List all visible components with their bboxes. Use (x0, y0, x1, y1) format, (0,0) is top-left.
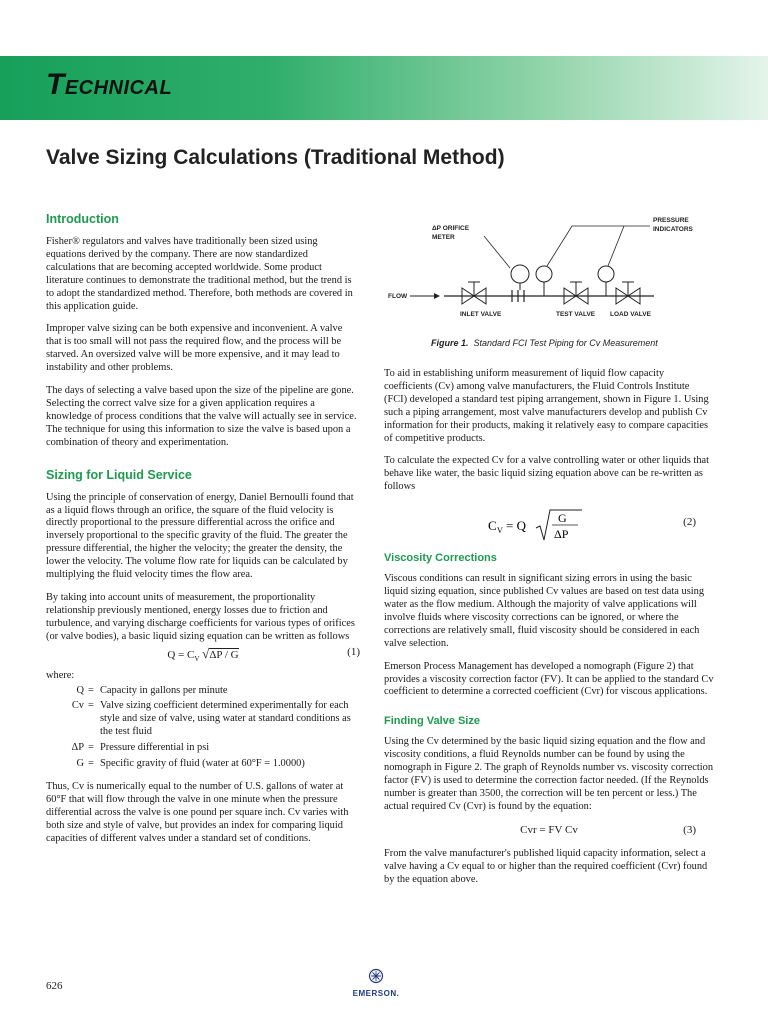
figure-1-caption: Figure 1. Standard FCI Test Piping for Cv Measurement (431, 338, 658, 348)
svg-text:C: C (488, 518, 497, 534)
liquid-paragraph-2: By taking into account units of measurement, the proportionality relationship previously mentioned, energy losses due to friction and turbulence, and varying discharge coefficients for various types of orifices (or valve bodies), a basic liquid sizing equation can be written as follows (46, 591, 355, 642)
orifice-gauge-icon (511, 265, 529, 283)
banner-title: TECHNICAL (46, 68, 173, 101)
fci-piping-diagram (384, 208, 714, 333)
intro-paragraph-1: Fisher® regulators and valves have traditionally been sized using equations derived by the company. There are now standardized calculations that are becoming accepted worldwide. Some product literature continues to demonstrate the traditional method, but the trend is to adopt the standardized method. Therefore, both methods are covered in this application guide. (46, 236, 353, 312)
finding-paragraph-2: From the valve manufacturer's published liquid capacity information, select a valve having a Cv equal to or higher than the required coefficient (Cvr) found by the equation above. (384, 847, 708, 885)
right-paragraph-1: To aid in establishing uniform measurement of liquid flow capacity coefficients (Cv) among valve manufacturers, the Fluid Controls Institute (FCI) developed a standard test piping arrangement, shown in Figure 1. Using such a piping arrangement, most valve manufacturers develop and publish Cv information for their products, making it relatively easy to compare capacities of competitive products. (384, 368, 709, 444)
definitions-list (46, 685, 360, 771)
emerson-logo-icon (368, 968, 384, 984)
load-valve-label: LOAD VALVE (610, 311, 651, 318)
equation-3-number: (3) (683, 823, 696, 836)
flow-label: FLOW (388, 293, 408, 300)
intro-heading: Introduction (46, 212, 119, 226)
svg-text:G: G (558, 511, 567, 526)
intro-paragraph-3: The days of selecting a valve based upon the size of the pipeline are gone. Selecting the correct valve size for a given application requires a knowledge of process conditions that the valve will actually see in service. The technique for using this information to size the valve is based upon a combination of theory and experimentation. (46, 385, 357, 448)
left-column (46, 212, 360, 856)
equation-2-number: (2) (683, 516, 696, 529)
section-banner (0, 56, 768, 120)
viscosity-paragraph-2: Emerson Process Management has developed a nomograph (Figure 2) that provides a viscosity correction factor (FV). It can be applied to the standard Cv coefficient to determine a corrected coefficient (Cvr) for viscous applications. (384, 660, 714, 698)
right-paragraph-2: To calculate the expected Cv for a valve controlling water or other liquids that behave like water, the basic liquid sizing equation above can be re-written as follows (384, 455, 710, 493)
equation-2 (384, 504, 714, 544)
definition-item: Q = Capacity in gallons per minute (76, 684, 228, 696)
equation-1-number: (1) (347, 645, 360, 658)
pressure-label-line2: INDICATORS (653, 226, 693, 233)
pressure-gauge-downstream-icon (598, 266, 614, 282)
svg-text:V: V (497, 526, 503, 536)
definition-item: Cv = Valve sizing coefficient determined experimentally for each style and size of valve, using water at standard conditions as the test fluid (71, 700, 351, 738)
svg-text:= Q: = Q (506, 518, 526, 534)
emerson-logo: EMERSON. (346, 968, 406, 998)
test-valve-label: TEST VALVE (556, 311, 596, 318)
figure-1-diagram (384, 208, 714, 358)
page-title: Valve Sizing Calculations (Traditional Method) (46, 146, 505, 169)
inlet-valve-label: INLET VALVE (460, 311, 502, 318)
intro-paragraph-2: Improper valve sizing can be both expensive and inconvenient. A valve that is too small will not pass the required flow, and the process will be starved. An oversized valve will be more expensive, and it may lead to instability and other problems. (46, 323, 343, 374)
definition-item: G = Specific gravity of fluid (water at 60°F = 1.0000) (76, 758, 305, 770)
pressure-gauge-upstream-icon (536, 266, 552, 282)
finding-heading: Finding Valve Size (384, 715, 480, 728)
where-label: where: (46, 669, 75, 681)
liquid-paragraph-1: Using the principle of conservation of energy, Daniel Bernoulli found that as a liquid flows through an orifice, the square of the fluid velocity is directly proportional to the pressure differential across the orifice and inversely proportional to the specific gravity of the fluid. The greater the pressure differential, the higher the velocity; the greater the density, the lower the velocity. The volume flow rate for liquids can be calculated by multiplying the fluid velocity times the flow area. (46, 491, 354, 581)
pressure-label-line1: PRESSURE (653, 217, 689, 224)
right-column (384, 368, 714, 896)
finding-paragraph-1: Using the Cv determined by the basic liquid sizing equation and the flow and viscosity conditions, a fluid Reynolds number can be found by using the nomograph in Figure 2. The graph of Reynolds number vs. viscosity correction factor (FV) is used to determine the correction factor needed. (If the Reynolds number is greater than 3500, the correction will be ten percent or less.) The actual required Cv (Cvr) is found by the equation: (384, 736, 714, 812)
equation-3: Cvr = FV Cv (3) (520, 823, 696, 836)
equation-1: $Q = C_V$ √ΔP / G (1) (167, 645, 360, 663)
viscosity-paragraph-1: Viscous conditions can result in significant sizing errors in using the basic liquid sizing equation, since published Cv values are based on test data using water as the flow medium. Although the majority of valve applications will involve fluids where viscosity corrections can be ignored, or where the corrections are relatively small, fluid viscosity should be considered in each valve selection. (384, 573, 705, 649)
liquid-paragraph-3: Thus, Cv is numerically equal to the number of U.S. gallons of water at 60°F that will flow through the valve in one minute when the pressure differential across the valve is one pound per square inch. Cv varies with both size and style of valve, but provides an index for comparing liquid capacities of different valves under a standard set of conditions. (46, 781, 349, 844)
orifice-label-line1: ΔP ORIFICE (432, 225, 470, 232)
orifice-label-line2: METER (432, 234, 455, 241)
svg-text:ΔP: ΔP (554, 527, 569, 542)
definition-item: ΔP = Pressure differential in psi (71, 742, 210, 754)
page-number: 626 (46, 980, 63, 992)
liquid-heading: Sizing for Liquid Service (46, 467, 192, 482)
viscosity-heading: Viscosity Corrections (384, 552, 497, 565)
